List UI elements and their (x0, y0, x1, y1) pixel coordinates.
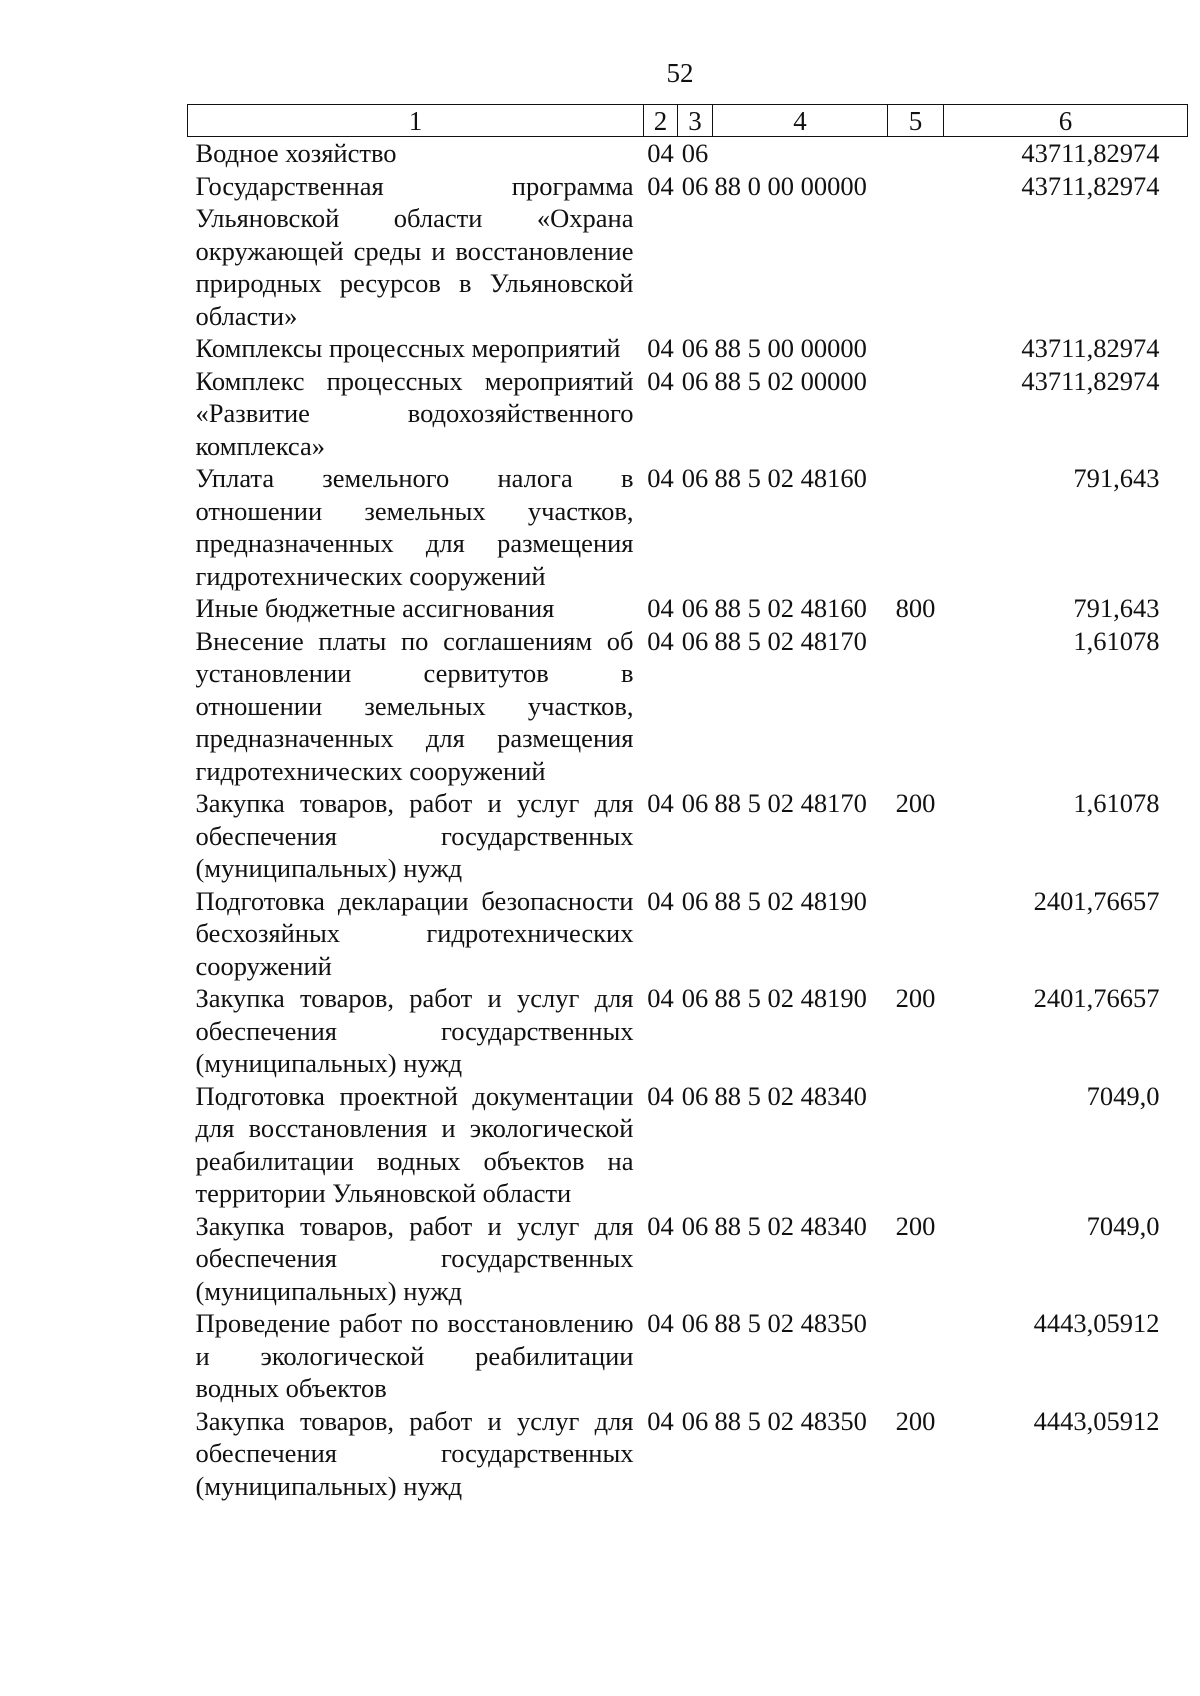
row-target-item: 88 0 00 00000 (714, 170, 867, 201)
row-name: Проведение работ по восстановлению и экологической реабилитации водных объектов (195, 1308, 634, 1403)
row-target-item: 88 5 02 48340 (714, 1080, 867, 1111)
row-section: 04 (647, 885, 674, 916)
row-subsection: 06 (681, 593, 709, 623)
table-body (188, 137, 1188, 1503)
row-subsection: 06 (681, 1080, 709, 1111)
row-expense-type (888, 332, 944, 365)
row-expense-type (888, 1307, 944, 1405)
row-subsection: 06 (681, 983, 709, 1013)
row-amount: 1,61078 (1073, 625, 1160, 656)
row-target-item: 88 5 02 48160 (714, 593, 867, 623)
page-number: 52 (666, 58, 694, 88)
table-row (188, 332, 1188, 365)
table-row (188, 365, 1188, 463)
row-expense-type: 200 (895, 788, 936, 818)
row-target-item: 88 5 02 48190 (714, 983, 867, 1013)
row-subsection: 06 (681, 1405, 709, 1436)
table-row (188, 462, 1188, 592)
row-name: Закупка товаров, работ и услуг для обеспечения государственных (муниципальных) нужд (195, 1405, 634, 1501)
row-amount: 43711,82974 (1021, 333, 1160, 363)
row-target-item: 88 5 02 48160 (714, 463, 867, 493)
row-name: Комплекс процессных мероприятий «Развитие водохозяйственного комплекса» (195, 365, 634, 461)
table-row (188, 885, 1188, 983)
row-name: Внесение платы по соглашениям об установлении сервитутов в отношении земельных участков, предназначенных для размещения гидротехнических сооружений (195, 625, 634, 786)
table-row (188, 1210, 1188, 1308)
header-col-2: 2 (644, 105, 678, 137)
row-target-item: 88 5 02 48170 (714, 625, 867, 656)
row-section: 04 (647, 788, 674, 818)
row-expense-type (888, 365, 944, 463)
row-subsection: 06 (681, 1308, 709, 1338)
table-row (188, 1405, 1188, 1503)
row-section: 04 (647, 333, 674, 363)
row-amount: 4443,05912 (1033, 1308, 1160, 1338)
table-row (188, 787, 1188, 885)
row-name: Закупка товаров, работ и услуг для обеспечения государственных (муниципальных) нужд (195, 1210, 634, 1306)
row-section: 04 (647, 365, 674, 396)
row-subsection: 06 (681, 170, 709, 201)
row-name: Подготовка проектной документации для восстановления и экологической реабилитации водных объектов на территории Ульяновской области (195, 1080, 634, 1208)
row-subsection: 06 (681, 1210, 709, 1241)
row-expense-type: 200 (895, 1405, 936, 1436)
row-amount: 43711,82974 (1021, 170, 1160, 201)
header-col-5: 5 (888, 105, 944, 137)
row-section: 04 (647, 625, 674, 656)
row-expense-type (888, 885, 944, 983)
row-name: Подготовка декларации безопасности бесхозяйных гидротехнических сооружений (195, 885, 634, 981)
row-name: Закупка товаров, работ и услуг для обеспечения государственных (муниципальных) нужд (195, 788, 634, 883)
row-target-item: 88 5 02 48350 (714, 1308, 867, 1338)
row-amount: 7049,0 (1086, 1080, 1160, 1111)
header-col-3: 3 (678, 105, 713, 137)
row-target-item: 88 5 02 00000 (714, 365, 867, 396)
row-expense-type (888, 170, 944, 333)
row-amount: 43711,82974 (1021, 138, 1160, 168)
budget-table (187, 104, 1188, 1502)
row-expense-type: 800 (895, 593, 936, 623)
table-row (188, 625, 1188, 788)
row-subsection: 06 (681, 365, 709, 396)
row-amount: 2401,76657 (1033, 983, 1160, 1013)
table-header (188, 105, 1188, 137)
row-name: Иные бюджетные ассигнования (195, 593, 555, 623)
row-section: 04 (647, 138, 674, 168)
row-amount: 4443,05912 (1033, 1405, 1160, 1436)
row-amount: 7049,0 (1086, 1210, 1160, 1241)
row-amount: 791,643 (1073, 593, 1160, 623)
row-target-item: 88 5 02 48340 (714, 1210, 867, 1241)
row-subsection: 06 (681, 885, 709, 916)
row-name: Комплексы процессных мероприятий (195, 333, 621, 363)
row-section: 04 (647, 1308, 674, 1338)
row-name: Уплата земельного налога в отношении земельных участков, предназначенных для размещения гидротехнических сооружений (195, 463, 634, 591)
row-section: 04 (647, 593, 674, 623)
budget-table-container (187, 104, 1187, 1502)
row-target-item: 88 5 02 48170 (714, 788, 867, 818)
row-expense-type: 200 (895, 983, 936, 1013)
row-amount: 1,61078 (1073, 788, 1160, 818)
header-col-4: 4 (713, 105, 888, 137)
row-subsection: 06 (681, 625, 709, 656)
row-amount: 791,643 (1073, 463, 1160, 493)
row-subsection: 06 (681, 333, 709, 363)
row-subsection: 06 (681, 788, 709, 818)
table-row (188, 592, 1188, 625)
table-row (188, 1080, 1188, 1210)
row-expense-type (888, 462, 944, 592)
row-section: 04 (647, 463, 674, 493)
row-expense-type (888, 1080, 944, 1210)
table-row (188, 982, 1188, 1080)
row-name: Закупка товаров, работ и услуг для обеспечения государственных (муниципальных) нужд (195, 983, 634, 1078)
row-name: Водное хозяйство (195, 138, 397, 168)
row-name: Государственная программа Ульяновской области «Охрана окружающей среды и восстановление природных ресурсов в Ульяновской области» (195, 170, 634, 331)
row-subsection: 06 (681, 463, 709, 493)
row-subsection: 06 (681, 138, 709, 168)
row-amount: 2401,76657 (1033, 885, 1160, 916)
row-expense-type: 200 (895, 1210, 936, 1241)
header-row (188, 105, 1188, 137)
row-expense-type (888, 137, 944, 170)
row-section: 04 (647, 170, 674, 201)
table-row (188, 1307, 1188, 1405)
row-section: 04 (647, 983, 674, 1013)
row-target-item: 88 5 02 48190 (714, 885, 867, 916)
row-section: 04 (647, 1080, 674, 1111)
table-row (188, 137, 1188, 170)
row-expense-type (888, 625, 944, 788)
row-amount: 43711,82974 (1021, 365, 1160, 396)
row-target-item (713, 137, 888, 170)
row-section: 04 (647, 1210, 674, 1241)
row-section: 04 (647, 1405, 674, 1436)
row-target-item: 88 5 00 00000 (714, 333, 867, 363)
row-target-item: 88 5 02 48350 (714, 1405, 867, 1436)
header-col-6: 6 (944, 105, 1188, 137)
table-row (188, 170, 1188, 333)
header-col-1: 1 (188, 105, 644, 137)
